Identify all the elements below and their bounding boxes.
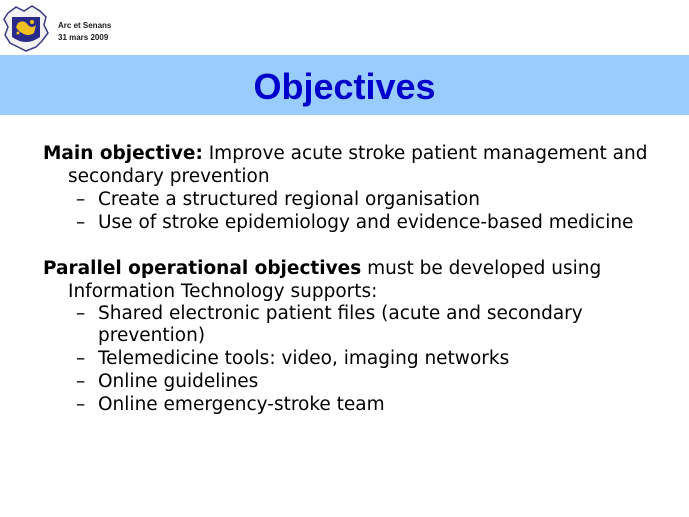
parallel-objectives-text: must be developed using Information Technology supports: (68, 258, 602, 302)
meta-location: Arc et Senans (58, 21, 112, 30)
list-item (43, 347, 673, 370)
dash-bullet: – (76, 303, 86, 324)
dash-bullet: – (76, 371, 86, 392)
list-item (43, 370, 673, 393)
list-item-text: Online emergency-stroke team (98, 394, 385, 415)
title-band (0, 55, 689, 115)
header-meta (58, 20, 111, 44)
list-item (43, 188, 673, 211)
dash-bullet: – (76, 212, 86, 233)
list-item (43, 303, 673, 347)
list-item (43, 211, 673, 234)
parallel-objectives-lead: Parallel operational objectives (43, 258, 362, 279)
list-item (43, 393, 673, 416)
dash-bullet: – (76, 189, 86, 210)
list-item-text: Online guidelines (98, 371, 259, 392)
list-item-text: Use of stroke epidemiology and evidence-based medicine (98, 212, 634, 233)
main-objective-lead: Main objective: (43, 143, 203, 164)
list-item-text: Telemedicine tools: video, imaging networks (98, 348, 510, 369)
main-objective-text: Improve acute stroke patient management and secondary prevention (68, 143, 648, 187)
list-item-text: Shared electronic patient files (acute and secondary prevention) (98, 303, 583, 346)
slide-content (43, 142, 673, 416)
slide-title: Objectives (253, 66, 436, 107)
dash-bullet: – (76, 394, 86, 415)
main-objective (43, 142, 673, 188)
dash-bullet: – (76, 348, 86, 369)
list-item-text: Create a structured regional organisation (98, 189, 480, 210)
region-logo (2, 3, 50, 53)
meta-date: 31 mars 2009 (58, 33, 109, 42)
parallel-objectives (43, 257, 673, 303)
